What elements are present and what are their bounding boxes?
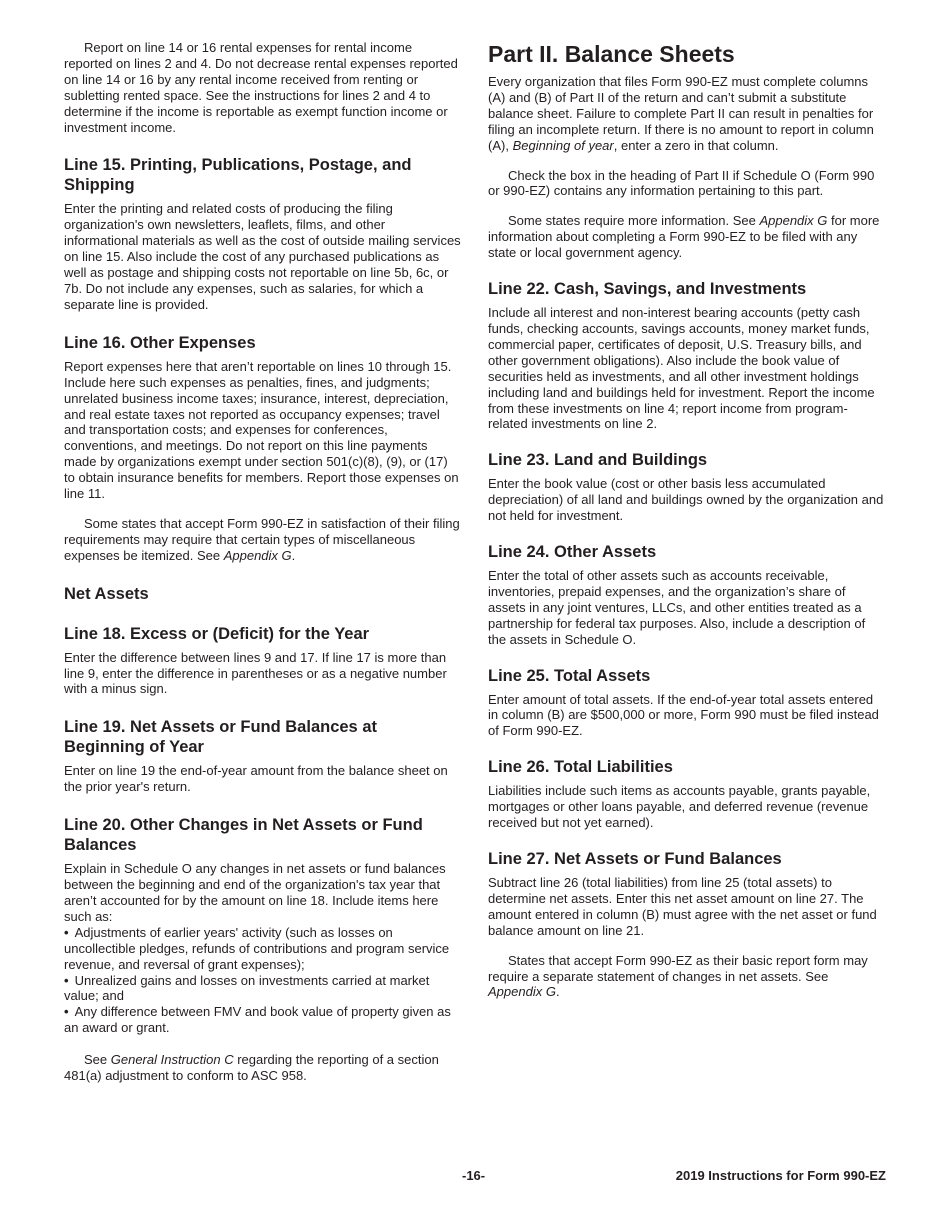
line20-see-paragraph: See General Instruction C regarding the reporting of a section 481(a) adjustment to conform to ASC 958. <box>64 1052 439 1084</box>
list-item: • Unrealized gains and losses on investments carried at market value; and <box>64 972 430 1004</box>
part2-paragraph-2: Check the box in the heading of Part II if Schedule O (Form 990 or 990-EZ) contains any information pertaining to this part. <box>488 167 875 199</box>
line20-text: Explain in Schedule O any changes in net assets or fund balances between the beginning and end of the organization's tax year that aren’t accounted for by the amount on line 18. Include items here such as: <box>64 861 446 924</box>
left-column <box>64 40 462 1084</box>
line25-text: Enter amount of total assets. If the end-of-year total assets entered in column (B) are $500,000 or more, Form 990 must be filed instead of Form 990-EZ. <box>488 691 879 739</box>
line22-text: Include all interest and non-interest bearing accounts (petty cash funds, checking accounts, savings accounts, money market funds, commercial paper, certificates of deposit, U.S. Treasury bills, and other government obligations). Also include the book value of securities held as investments, and all other investment holdings including land and buildings held for investment. Report the income from these investments on line 4; report income from program-related investments on line 2. <box>488 305 875 432</box>
footer-title: 2019 Instructions for Form 990-EZ <box>675 1168 886 1183</box>
line18-heading: Line 18. Excess or (Deficit) for the Year <box>64 624 370 643</box>
line27-heading: Line 27. Net Assets or Fund Balances <box>488 850 782 868</box>
line27-text: Subtract line 26 (total liabilities) from line 25 (total assets) to determine net assets. Enter this net asset amount on line 27. The amount entered in column (B) must agree with the net asset or fund balance amount on line 21. <box>488 875 877 938</box>
line18-text: Enter the difference between lines 9 and 17. If line 17 is more than line 9, enter the difference in parentheses or as a negative number with a minus sign. <box>64 649 447 697</box>
line23-heading: Line 23. Land and Buildings <box>488 451 708 470</box>
line26-text: Liabilities include such items as accounts payable, grants payable, mortgages or other loans payable, and deferred revenue (revenue received but not yet earned). <box>488 783 871 831</box>
part2-paragraph-3: Some states require more information. See Appendix G for more information about completing a Form 990-EZ to be filed with any state or local government agency. <box>488 213 880 261</box>
bullet-icon: • <box>64 1004 69 1020</box>
line16-text: Report expenses here that aren’t reportable on lines 10 through 15. Include here such expenses as penalties, fines, and judgments; unrelated business income taxes; insurance, interest, depreciation, and real estate taxes not reported as occupancy expenses; travel and transportation costs; and expenses for conferences, conventions, and meetings. Do not report on this line payments made by organizations exempt under section 501(c)(8), (9), or (17) to obtain insurance benefits for members. Report those expenses on line 11. <box>64 358 459 502</box>
line16-states-paragraph: Some states that accept Form 990-EZ in satisfaction of their filing requirements may require that certain types of miscellaneous expenses be itemized. See Appendix G. <box>64 515 460 563</box>
line19-heading: Line 19. Net Assets or Fund Balances at Beginning of Year <box>64 718 377 757</box>
line24-text: Enter the total of other assets such as accounts receivable, inventories, prepaid expenses, and the organization’s share of assets in any joint ventures, LLCs, and other entities treated as a partnership for federal tax purposes. Also, include a description of the assets in Schedule O. <box>488 568 866 647</box>
list-item: • Adjustments of earlier years' activity (such as losses on uncollectible pledges, refunds of contributions and program service revenue, and reversal of grant expenses); <box>64 924 450 972</box>
bullet-icon: • <box>64 972 69 988</box>
line20-bullet-list <box>64 925 462 1036</box>
line22-heading: Line 22. Cash, Savings, and Investments <box>488 280 807 299</box>
right-column <box>488 40 886 1000</box>
net-assets-heading: Net Assets <box>64 584 149 603</box>
line19-text: Enter on line 19 the end-of-year amount from the balance sheet on the prior year's return. <box>64 763 448 795</box>
line23-text: Enter the book value (cost or other basis less accumulated depreciation) of all land and buildings owned by the organization and not held for investment. <box>488 476 884 524</box>
bullet-icon: • <box>64 924 69 940</box>
part2-heading: Part II. Balance Sheets <box>488 41 735 67</box>
line15-heading: Line 15. Printing, Publications, Postage, and Shipping <box>64 156 412 195</box>
list-item: • Any difference between FMV and book value of property given as an award or grant. <box>64 1004 451 1036</box>
part2-paragraph-1: Every organization that files Form 990-EZ must complete columns (A) and (B) of Part II of the return and can’t submit a substitute balance sheet. Failure to complete Part II can result in penalties for filing an incomplete return. If there is no amount to report in column (A), Beginning of year, enter a zero in that column. <box>488 74 874 153</box>
line15-text: Enter the printing and related costs of producing the filing organization's own newsletters, leaflets, films, and other informational materials as well as the cost of outside mailing services on line 15. Also include the cost of any purchased publications as well as postage and shipping costs not reportable on line 5b, 6c, or 7b. Do not include any expenses, such as salaries, for which a separate line is provided. <box>64 201 461 312</box>
line27-states-paragraph: States that accept Form 990-EZ as their basic report form may require a separate statement of changes in net assets. See Appendix G. <box>488 952 868 1000</box>
line25-heading: Line 25. Total Assets <box>488 666 651 685</box>
line26-heading: Line 26. Total Liabilities <box>488 758 673 777</box>
line16-heading: Line 16. Other Expenses <box>64 333 256 352</box>
intro-paragraph: Report on line 14 or 16 rental expenses for rental income reported on lines 2 and 4. Do not decrease rental expenses reported on line 14 or 16 by any rental income received from renting or subletting rented space. See the instructions for lines 2 and 4 to determine if the income is reportable as exempt function income or investment income. <box>64 40 458 135</box>
page-number: -16- <box>462 1168 486 1183</box>
line24-heading: Line 24. Other Assets <box>488 543 657 562</box>
line20-heading: Line 20. Other Changes in Net Assets or Fund Balances <box>64 816 423 855</box>
